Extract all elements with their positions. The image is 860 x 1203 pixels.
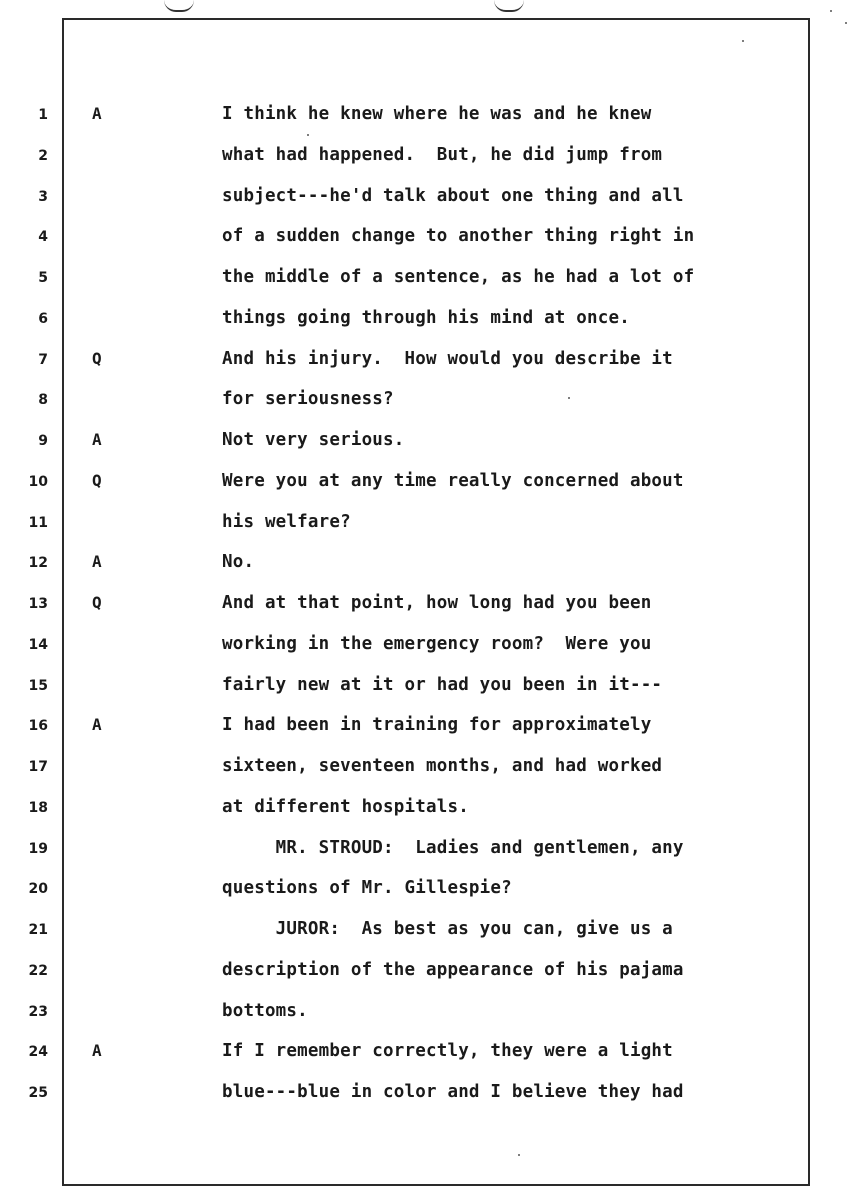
transcript-line	[0, 992, 860, 1032]
line-number: 4	[38, 229, 48, 246]
line-number: 19	[28, 840, 48, 857]
speaker-label: Q	[92, 593, 102, 612]
speaker-label: A	[92, 430, 102, 449]
line-text: Not very serious.	[222, 430, 405, 450]
transcript-line	[0, 543, 860, 583]
speaker-label: A	[92, 104, 102, 123]
scan-speck	[307, 134, 309, 136]
line-number: 23	[28, 1003, 48, 1020]
speaker-label: A	[92, 552, 102, 572]
speaker-label: Q	[92, 470, 102, 490]
line-text: I had been in training for approximately	[222, 715, 652, 736]
transcript-line	[0, 136, 860, 176]
transcript-line	[0, 910, 860, 950]
transcript-line	[0, 177, 860, 217]
line-number: 9	[38, 433, 48, 449]
line-number: 3	[38, 188, 48, 205]
binder-hole-mark	[164, 0, 194, 12]
line-number: 13	[28, 596, 48, 612]
line-number: 5	[38, 270, 48, 286]
line-number: 6	[38, 310, 48, 327]
transcript-line	[0, 462, 860, 502]
scan-speck	[845, 22, 847, 24]
line-number: 20	[28, 881, 48, 898]
binder-hole-mark	[494, 0, 524, 12]
line-text: description of the appearance of his pajama	[222, 959, 684, 980]
line-text: bottoms.	[222, 1000, 308, 1021]
line-number: 15	[28, 677, 48, 694]
line-text: Were you at any time really concerned about	[222, 470, 684, 491]
line-text: No.	[222, 552, 255, 573]
transcript-line	[0, 95, 860, 135]
scan-speck	[830, 10, 832, 12]
speaker-label: A	[92, 1041, 102, 1061]
line-number: 17	[28, 759, 48, 775]
line-number: 7	[38, 351, 48, 368]
transcript-line	[0, 299, 860, 339]
transcript-line	[0, 217, 860, 257]
speaker-label: Q	[92, 348, 102, 368]
transcript-line	[0, 503, 860, 543]
line-text: JUROR: As best as you can, give us a	[222, 919, 673, 939]
line-text: If I remember correctly, they were a light	[222, 1041, 673, 1062]
transcript-line	[0, 1073, 860, 1113]
line-number: 1	[38, 107, 48, 123]
transcript-line	[0, 951, 860, 991]
line-text: questions of Mr. Gillespie?	[222, 878, 512, 899]
transcript-line	[0, 869, 860, 909]
line-number: 25	[28, 1085, 48, 1101]
transcript-line	[0, 380, 860, 420]
transcript-line	[0, 829, 860, 869]
transcript-line	[0, 340, 860, 380]
scan-speck	[518, 1154, 520, 1156]
line-number: 8	[38, 392, 48, 409]
transcript-line	[0, 788, 860, 828]
line-text: blue---blue in color and I believe they had	[222, 1082, 684, 1102]
speaker-label: A	[92, 715, 102, 735]
line-number: 21	[28, 922, 48, 938]
line-text: subject---he'd talk about one thing and all	[222, 185, 684, 206]
transcript-line	[0, 584, 860, 624]
scan-speck	[742, 40, 744, 42]
line-number: 12	[28, 555, 48, 572]
line-number: 16	[28, 718, 48, 735]
line-text: for seriousness?	[222, 389, 394, 410]
line-text: working in the emergency room? Were you	[222, 633, 652, 654]
line-text: And his injury. How would you describe it	[222, 348, 673, 369]
line-number: 14	[28, 636, 48, 653]
line-number: 24	[28, 1044, 48, 1061]
line-number: 22	[28, 962, 48, 979]
line-text: what had happened. But, he did jump from	[222, 144, 663, 165]
line-number: 11	[28, 514, 48, 531]
transcript-line	[0, 666, 860, 706]
line-text: the middle of a sentence, as he had a lot of	[222, 267, 695, 287]
line-number: 2	[38, 147, 48, 164]
transcript-line	[0, 421, 860, 461]
transcript-line	[0, 747, 860, 787]
line-number: 18	[28, 799, 48, 816]
line-text: sixteen, seventeen months, and had worked	[222, 756, 663, 776]
line-text: his welfare?	[222, 511, 351, 532]
line-number: 10	[28, 473, 48, 490]
transcript-line	[0, 625, 860, 665]
line-text: And at that point, how long had you been	[222, 593, 652, 613]
transcript-line	[0, 1032, 860, 1072]
transcript-line	[0, 258, 860, 298]
scan-speck	[568, 397, 570, 399]
line-text: things going through his mind at once.	[222, 307, 630, 328]
line-text: of a sudden change to another thing right in	[222, 226, 695, 247]
line-text: MR. STROUD: Ladies and gentlemen, any	[222, 837, 684, 858]
line-text: I think he knew where he was and he knew	[222, 104, 652, 124]
transcript-line	[0, 706, 860, 746]
line-text: at different hospitals.	[222, 796, 469, 817]
line-text: fairly new at it or had you been in it---	[222, 674, 663, 695]
